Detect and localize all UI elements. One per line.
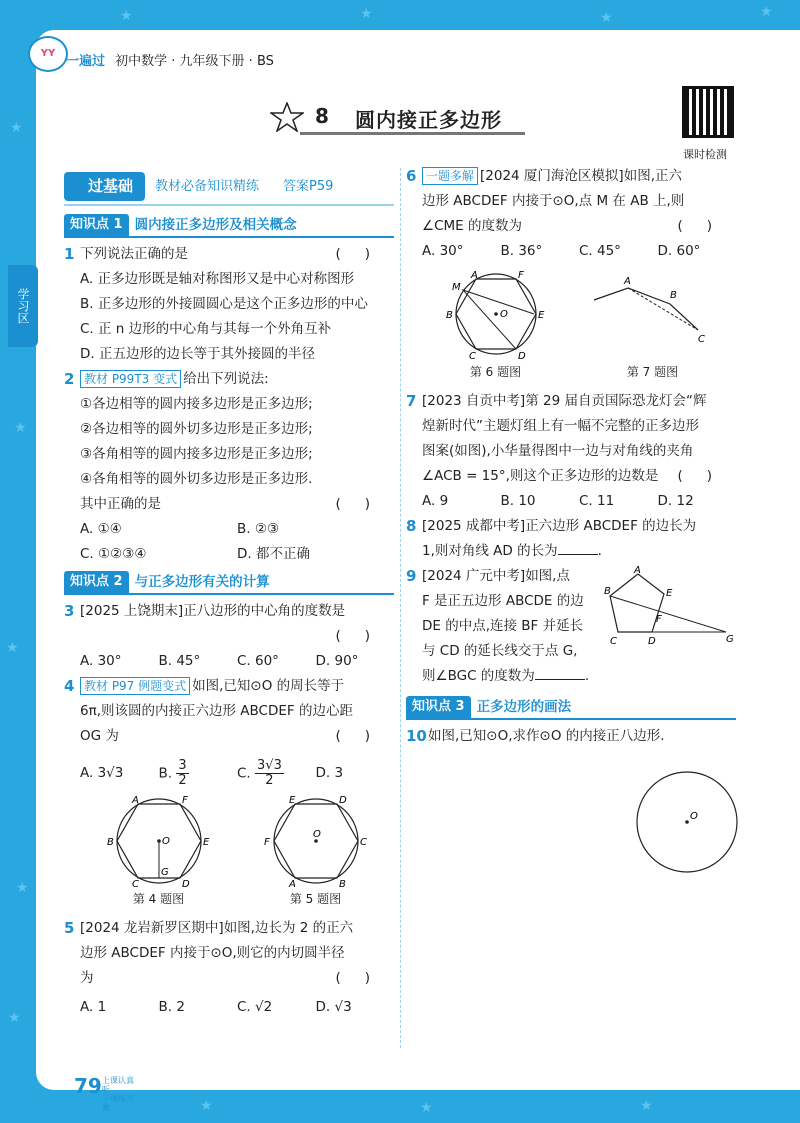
kp-name: 正多边形的画法 <box>476 698 572 715</box>
question-number: 9 <box>406 567 417 585</box>
svg-text:E: E <box>202 837 209 848</box>
option-c[interactable]: C. $\frac{3√3}{2}$ <box>237 757 282 788</box>
svg-text:C: C <box>131 879 139 887</box>
source-tag: [2024 广元中考] <box>422 568 526 584</box>
brand-name: 一遍过 <box>66 54 106 69</box>
qr-code-icon[interactable] <box>682 86 734 138</box>
figure-5: E D F C A B O 第 5 题图 <box>263 795 367 906</box>
question-3: 3 [2025 上饶期末]正八边形的中心角的度数是 () A. 30° B. 45° C. 60° D. 90° <box>64 599 394 674</box>
option-c[interactable]: C. ①②③④ <box>80 546 147 562</box>
option-d[interactable]: D. 3 <box>315 764 344 781</box>
option-d[interactable]: D. √3 <box>315 999 352 1015</box>
option-c[interactable]: C. 正 n 边形的中心角与其每一个外角互补 <box>80 321 332 337</box>
option-d[interactable]: D. 90° <box>315 653 359 669</box>
question-9: 9 [2024 广元中考]如图,点 F 是正五边形 ABCDE 的边 DE 的中点,连接 BF 并延长 与 CD 的延长线交于点 G, 则∠BGC 的度数为 . A B E C D F G <box>406 566 734 684</box>
svg-text:A: A <box>623 276 631 287</box>
question-1: 1 下列说法正确的是 () A. 正多边形既是轴对称图形又是中心对称图形 B. 正多边形的外接圆圆心是这个正多边形的中心 C. 正 n 边形的中心角与其每一个外角互补 D. 正五边形的边长等于其外接圆的半径 <box>64 242 394 367</box>
option-b[interactable]: B. 36° <box>500 243 543 259</box>
answer-ref[interactable]: 答案P59 <box>283 178 334 194</box>
question-number: 8 <box>406 517 417 535</box>
question-stem: 给出下列说法: <box>183 371 269 387</box>
svg-text:D: D <box>648 636 656 647</box>
question-number: 1 <box>64 245 75 263</box>
knowledge-point-1 <box>64 214 394 238</box>
svg-text:C: C <box>697 334 705 345</box>
book-subject: 初中数学 · 九年级下册 · BS <box>115 54 274 69</box>
source-tag: 教材 P99T3 变式 <box>80 370 181 388</box>
option-c[interactable]: C. 45° <box>579 243 621 259</box>
source-tag: 一题多解 <box>422 167 478 185</box>
source-tag: [2025 成都中考] <box>422 518 526 534</box>
option-a[interactable]: A. 1 <box>80 999 107 1015</box>
option-d[interactable]: D. 12 <box>657 493 694 509</box>
svg-text:B: B <box>106 837 114 848</box>
question-4: 4 教材 P97 例题变式 如图,已知⊙O 的周长等于 6π,则该圆的内接正六边形 ABCDEF 的边心距 OG 为 () A. 3√3 B. $\frac{3}{2}$ C. $\frac{3√3}{2}$ D. 3 A F B E C D O G 第 4 题图 E D F C A B O 第 5 题图 <box>64 674 394 912</box>
option-b[interactable]: B. 正多边形的外接圆圆心是这个正多边形的中心 <box>80 296 368 312</box>
figures-6-7 <box>422 268 736 385</box>
statement-4: ④各角相等的圆外切多边形是正多边形. <box>80 471 313 487</box>
svg-text:G: G <box>726 634 734 645</box>
page-number: 79 <box>74 1074 102 1098</box>
answer-blank[interactable] <box>535 666 585 680</box>
banner-main: 过基础 <box>64 172 145 201</box>
statement-2: ②各边相等的圆外切多边形是正多边形; <box>80 421 313 437</box>
option-a[interactable]: A. 9 <box>422 493 449 509</box>
question-ask: 其中正确的是 <box>80 496 161 512</box>
question-2: 2 教材 P99T3 变式 给出下列说法: ①各边相等的圆内接多边形是正多边形; ②各边相等的圆外切多边形是正多边形; ③各角相等的圆内接多边形是正多边形; ④各角相等的圆外切多边形是正多边形. 其中正确的是 () A. ①④ B. ②③ C. ①②③④ D. 都不正确 <box>64 367 394 567</box>
kp-name: 与正多边形有关的计算 <box>134 573 270 590</box>
question-10 <box>406 724 736 875</box>
figure-6: A F M B E C D O 第 6 题图 <box>445 270 544 379</box>
knowledge-point-2 <box>64 571 394 595</box>
option-a[interactable]: A. 30° <box>80 653 122 669</box>
option-d[interactable]: D. 都不正确 <box>237 546 310 562</box>
figure-4: A F B E C D O G 第 4 题图 <box>106 795 209 906</box>
option-a[interactable]: A. ①④ <box>80 521 122 537</box>
svg-text:B: B <box>669 290 677 301</box>
svg-text:A: A <box>288 879 296 887</box>
knowledge-point-3 <box>406 696 736 720</box>
question-number: 7 <box>406 392 417 410</box>
option-c[interactable]: C. √2 <box>237 999 273 1015</box>
svg-text:E: E <box>666 588 673 599</box>
column-divider <box>400 168 401 1048</box>
option-b[interactable]: B. ②③ <box>237 521 280 537</box>
lesson-number: 8 <box>315 104 329 128</box>
question-number: 3 <box>64 602 75 620</box>
option-b[interactable]: B. 2 <box>158 999 185 1015</box>
option-c[interactable]: C. 60° <box>237 653 279 669</box>
svg-text:D: D <box>338 795 347 806</box>
svg-text:G: G <box>160 867 169 878</box>
page-footer <box>36 1070 136 1112</box>
question-8: 8 [2025 成都中考]正六边形 ABCDEF 的边长为 1,则对角线 AD 的长为 . <box>406 514 736 564</box>
question-number: 2 <box>64 370 75 388</box>
option-a[interactable]: A. 正多边形既是轴对称图形又是中心对称图形 <box>80 271 355 287</box>
banner-sub: 教材必备知识精练 <box>155 178 260 194</box>
question-stem: 下列说法正确的是 <box>80 246 188 262</box>
source-tag: 教材 P97 例题变式 <box>80 677 190 695</box>
lesson-title <box>270 100 525 136</box>
svg-text:E: E <box>288 795 295 806</box>
svg-text:F: F <box>181 795 188 806</box>
svg-text:E: E <box>537 310 544 321</box>
svg-text:M: M <box>451 282 461 293</box>
question-5: 5 [2024 龙岩新罗区期中]如图,边长为 2 的正六 边形 ABCDEF 内接于⊙O,则它的内切圆半径 为 () A. 1 B. 2 C. √2 D. √3 <box>64 916 394 1020</box>
svg-text:A: A <box>634 566 641 576</box>
option-a[interactable]: A. 30° <box>422 243 464 259</box>
left-column <box>64 168 394 1020</box>
svg-text:F: F <box>263 837 270 848</box>
question-7: 7 [2023 自贡中考]第 29 届自贡国际恐龙灯会“辉 煌新时代”主题灯组上有一幅不完整的正多边形 图案(如图),小华量得图中一边与对角线的夹角 ∠ACB = 15°,则这个正多边形的边数是 () A. 9 B. 10 C. 11 D. 12 <box>406 389 736 514</box>
lesson-name: 圆内接正多边形 <box>355 108 502 132</box>
qr-label: 课时检测 <box>683 148 727 161</box>
source-tag: [2024 龙岩新罗区期中] <box>80 920 224 936</box>
kp-tag: 知识点 1 <box>64 214 129 236</box>
kp-tag: 知识点 3 <box>406 696 471 718</box>
question-stem: 如图,已知⊙O,求作⊙O 的内接正八边形. <box>428 728 665 744</box>
option-d[interactable]: D. 正五边形的边长等于其外接圆的半径 <box>80 346 315 362</box>
right-column <box>406 164 736 875</box>
figures-4-5 <box>80 795 394 912</box>
svg-text:A: A <box>131 795 139 806</box>
statement-1: ①各边相等的圆内接多边形是正多边形; <box>80 396 313 412</box>
question-number: 4 <box>64 677 75 695</box>
svg-text:C: C <box>359 837 367 848</box>
answer-blank[interactable] <box>558 541 598 555</box>
svg-text:B: B <box>445 310 453 321</box>
question-6: 6 一题多解 [2024 厦门海沧区模拟]如图,正六 边形 ABCDEF 内接于⊙O,点 M 在 AB 上,则 ∠CME 的度数为 () A. 30° B. 36° C. 45° D. 60° A F M B E C D O 第 6 题图 A B C 第 7 题图 <box>406 164 736 385</box>
svg-text:A: A <box>470 270 478 281</box>
question-number: 10 <box>406 727 427 745</box>
svg-text:B: B <box>338 879 346 887</box>
option-b[interactable]: B. $\frac{3}{2}$ <box>158 757 187 788</box>
kp-tag: 知识点 2 <box>64 571 129 593</box>
kp-name: 圆内接正多边形及相关概念 <box>134 216 297 233</box>
question-stem: 正八边形的中心角的度数是 <box>183 603 346 619</box>
side-tab-study-area[interactable]: 学习区 <box>8 265 38 347</box>
svg-text:O: O <box>161 836 170 847</box>
statement-3: ③各角相等的圆内接多边形是正多边形; <box>80 446 313 462</box>
header-brand <box>66 50 274 69</box>
svg-text:O: O <box>690 811 698 822</box>
footer-motto: 上课认真听 下课练天量 <box>102 1076 134 1112</box>
option-b[interactable]: B. 10 <box>500 493 536 509</box>
question-number: 6 <box>406 167 417 185</box>
option-a[interactable]: A. 3√3 <box>80 764 124 781</box>
source-tag: [2023 自贡中考] <box>422 393 526 409</box>
section-banner <box>64 168 394 206</box>
option-c[interactable]: C. 11 <box>579 493 615 509</box>
figure-10-circle <box>634 769 740 875</box>
svg-text:D: D <box>517 351 526 360</box>
option-d[interactable]: D. 60° <box>657 243 701 259</box>
svg-text:C: C <box>468 351 476 360</box>
svg-text:F: F <box>656 614 662 625</box>
question-number: 5 <box>64 919 75 937</box>
svg-text:B: B <box>604 586 611 597</box>
figure-9 <box>604 566 734 648</box>
figure-7: A B C 第 7 题图 <box>588 268 718 385</box>
svg-text:F: F <box>517 270 524 281</box>
brand-logo: YY <box>28 36 68 72</box>
svg-text:D: D <box>181 879 190 887</box>
option-b[interactable]: B. 45° <box>158 653 201 669</box>
svg-text:O: O <box>312 829 321 840</box>
source-tag: [2025 上饶期末] <box>80 603 184 619</box>
svg-text:C: C <box>610 636 617 647</box>
svg-text:O: O <box>499 309 508 320</box>
